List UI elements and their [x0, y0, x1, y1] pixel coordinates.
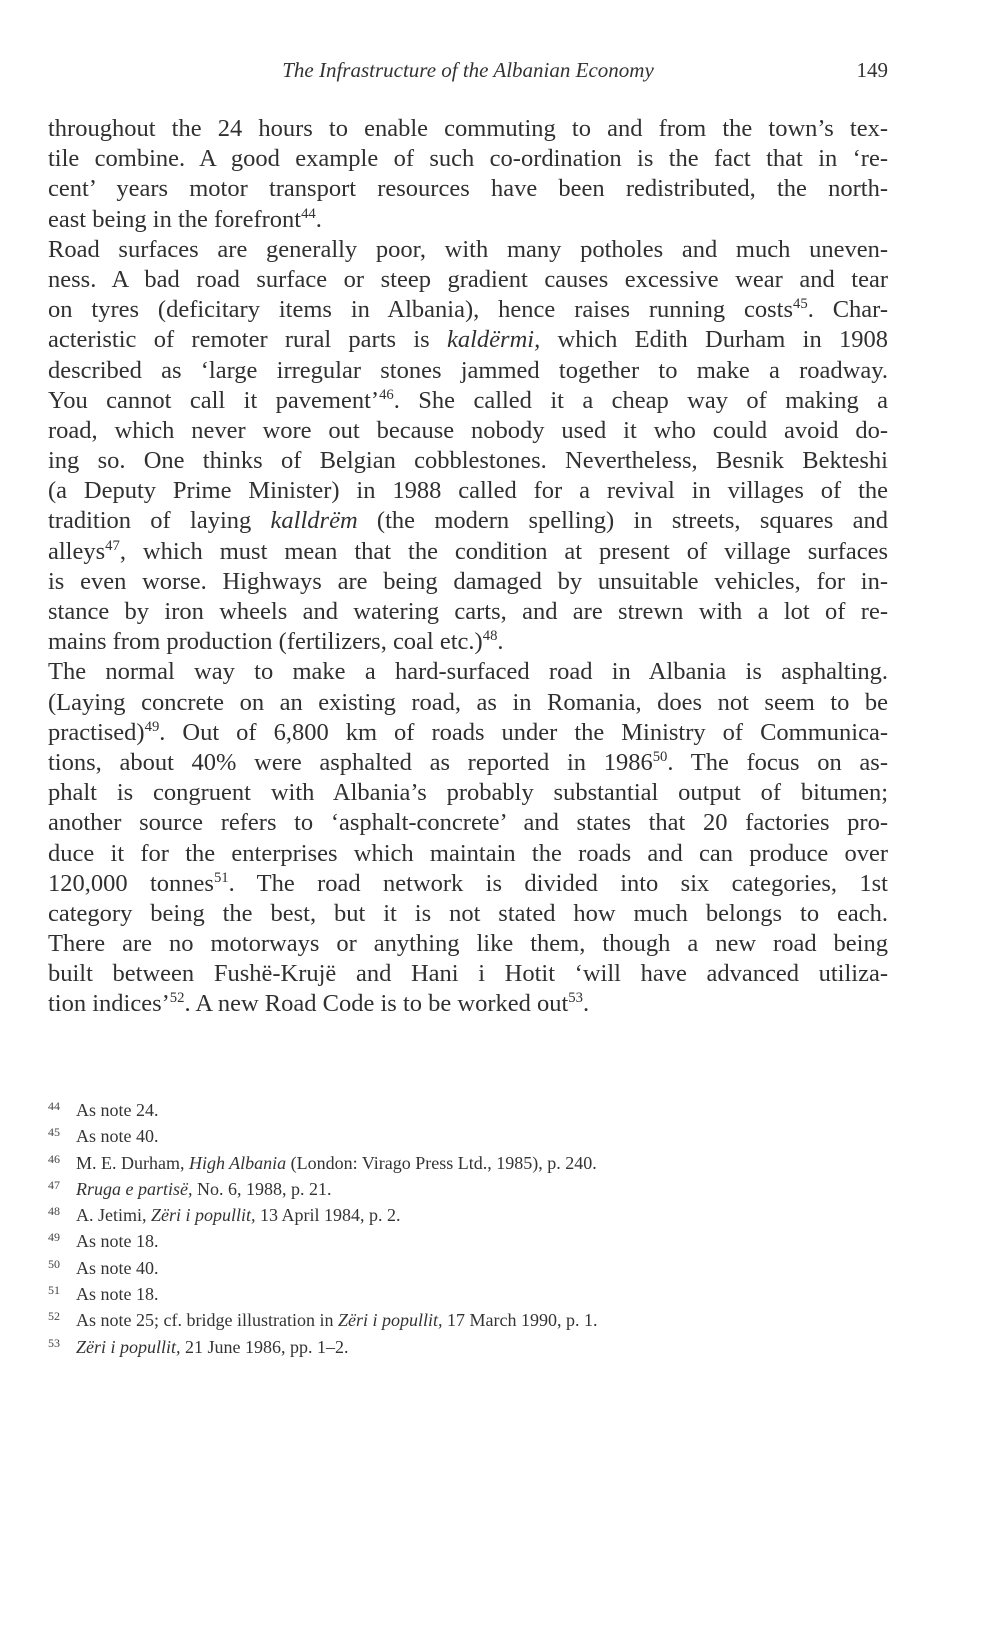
- text-line: practised)$^{49}$. Out of 6,800 km of roads under the Ministry of Communica-: [48, 718, 888, 746]
- text-line: You cannot call it pavement’$^{46}$. She called it a cheap way of making a: [48, 386, 888, 414]
- footnote: 49 As note 18.: [48, 1224, 888, 1250]
- footnote-number: 47: [48, 1177, 60, 1192]
- text-line: tion indices’$^{52}$. A new Road Code is to be worked out$^{53}$.: [48, 990, 590, 1018]
- footnote: 51 As note 18.: [48, 1277, 888, 1303]
- footnote: 47 Rruga e partisë, No. 6, 1988, p. 21.: [48, 1172, 888, 1198]
- footnote-number: 46: [48, 1151, 60, 1166]
- footnote-number: 44: [48, 1099, 60, 1113]
- text-line: road, which never wore out because nobody used it who could avoid do-: [48, 416, 888, 444]
- footnote-ref: 48: [482, 628, 498, 645]
- footnote-ref: 50: [652, 748, 668, 765]
- footnote-ref: 49: [144, 718, 160, 735]
- text-line: There are no motorways or anything like them, though a new road being: [48, 930, 888, 958]
- text-line: on tyres (deficitary items in Albania), hence raises running costs$^{45}$. Char-: [48, 295, 889, 324]
- footnote: 44 As note 24.: [48, 1093, 888, 1119]
- text-line: described as ‘large irregular stones jammed together to make a roadway.: [48, 356, 888, 384]
- text-line: Road surfaces are generally poor, with many potholes and much uneven-: [48, 235, 888, 263]
- footnote-ref: 44: [301, 205, 316, 222]
- text-line: tradition of laying kalldrëm (the modern spelling) in streets, squares and: [48, 507, 888, 535]
- text-line: built between Fushë-Krujë and Hani i Hotit ‘will have advanced utiliza-: [48, 960, 888, 988]
- text-line: duce it for the enterprises which maintain the roads and can produce over: [48, 839, 888, 867]
- text-line: throughout the 24 hours to enable commuting to and from the town’s tex-: [48, 115, 888, 142]
- footnote: 45 As note 40.: [48, 1119, 888, 1145]
- footnote-number: 50: [48, 1256, 60, 1271]
- footnote-number: 53: [48, 1335, 60, 1350]
- text-line: (Laying concrete on an existing road, as in Romania, does not seem to be: [48, 688, 888, 716]
- footnote-ref: 53: [568, 990, 583, 1007]
- text-line: (a Deputy Prime Minister) in 1988 called for a revival in villages of the: [48, 477, 888, 505]
- footnote-number: 45: [48, 1125, 60, 1140]
- footnote: 53 Zëri i popullit, 21 June 1986, pp. 1–2.: [48, 1330, 888, 1356]
- text-line: tile combine. A good example of such co-ordination is the fact that in ‘re-: [48, 145, 888, 173]
- text-line: stance by iron wheels and watering carts, and are strewn with a lot of re-: [48, 598, 888, 625]
- footnote-number: 49: [48, 1230, 60, 1245]
- page-header: [48, 58, 888, 90]
- text-line: east being in the forefront$^{44}$.: [48, 205, 322, 233]
- body-text: [48, 114, 888, 1020]
- text-line: ness. A bad road surface or steep gradient causes excessive wear and tear: [48, 265, 888, 293]
- text-line: acteristic of remoter rural parts is kaldërmi, which Edith Durham in 1908: [48, 326, 888, 354]
- footnote-ref: 52: [169, 990, 185, 1007]
- footnote: 48 A. Jetimi, Zëri i popullit, 13 April 1984, p. 2.: [48, 1198, 888, 1224]
- page-number: 149: [856, 58, 888, 82]
- text-line: cent’ years motor transport resources have been redistributed, the north-: [48, 175, 888, 203]
- text-line: tions, about 40% were asphalted as reported in 1986$^{50}$. The focus on as-: [48, 748, 888, 776]
- footnote: 50 As note 40.: [48, 1251, 888, 1277]
- footnote-ref: 51: [213, 869, 229, 886]
- text-line: another source refers to ‘asphalt-concrete’ and states that 20 factories pro-: [48, 809, 888, 837]
- footnote-number: 51: [48, 1283, 60, 1298]
- text-line: category being the best, but it is not stated how much belongs to each.: [48, 899, 888, 927]
- text-line: alleys$^{47}$, which must mean that the condition at present of village surfaces: [48, 537, 888, 565]
- text-line: ing so. One thinks of Belgian cobblestones. Nevertheless, Besnik Bekteshi: [48, 447, 888, 475]
- italic-term: kalldrëm: [270, 507, 358, 535]
- footnote-number: 52: [48, 1309, 60, 1324]
- italic-term: kaldërmi,: [447, 326, 541, 354]
- footnote: 52 As note 25; cf. bridge illustration in Zëri i popullit, 17 March 1990, p. 1.: [48, 1303, 888, 1329]
- footnote-ref: 47: [105, 537, 120, 554]
- running-title: The Infrastructure of the Albanian Economy: [282, 58, 654, 82]
- footnote-ref: 45: [793, 295, 808, 312]
- text-line: mains from production (fertilizers, coal etc.)$^{48}$.: [48, 628, 504, 656]
- text-line: is even worse. Highways are being damaged by unsuitable vehicles, for in-: [48, 567, 888, 595]
- text-line: 120,000 tonnes$^{51}$. The road network is divided into six categories, 1st: [48, 869, 888, 897]
- footnote-number: 48: [48, 1204, 60, 1219]
- text-line: The normal way to make a hard-surfaced road in Albania is asphalting.: [48, 658, 888, 686]
- footnotes: [48, 1093, 888, 1356]
- footnote-ref: 46: [379, 386, 394, 403]
- text-line: phalt is congruent with Albania’s probably substantial output of bitumen;: [48, 779, 888, 807]
- footnote: 46 M. E. Durham, High Albania (London: Virago Press Ltd., 1985), p. 240.: [48, 1146, 888, 1172]
